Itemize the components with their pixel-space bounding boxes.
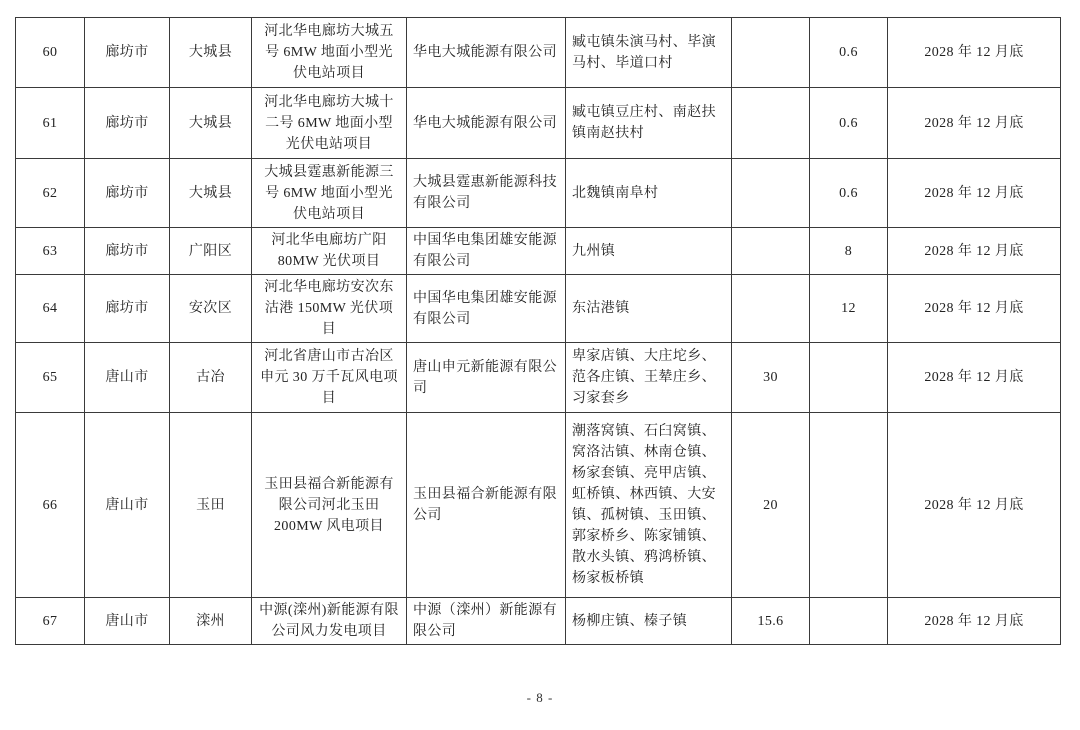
- cell-city: 唐山市: [85, 598, 170, 645]
- cell-project-name: 河北省唐山市古冶区申元 30 万千瓦风电项目: [252, 343, 407, 413]
- cell-company: 华电大城能源有限公司: [407, 18, 566, 88]
- cell-project-name: 玉田县福合新能源有限公司河北玉田 200MW 风电项目: [252, 413, 407, 598]
- cell-towns: 杨柳庄镇、榛子镇: [566, 598, 732, 645]
- cell-towns: 北魏镇南阜村: [566, 159, 732, 228]
- cell-row-number: 60: [16, 18, 85, 88]
- cell-wind-capacity: 15.6: [732, 598, 810, 645]
- cell-pv-capacity: [810, 343, 888, 413]
- cell-company: 中国华电集团雄安能源有限公司: [407, 275, 566, 343]
- cell-grid-date: 2028 年 12 月底: [888, 18, 1061, 88]
- cell-city: 廊坊市: [85, 18, 170, 88]
- table-row: [16, 598, 1061, 645]
- cell-project-name: 大城县霆惠新能源三号 6MW 地面小型光伏电站项目: [252, 159, 407, 228]
- cell-wind-capacity: [732, 88, 810, 159]
- cell-grid-date: 2028 年 12 月底: [888, 228, 1061, 275]
- cell-pv-capacity: 0.6: [810, 159, 888, 228]
- cell-county: 古冶: [170, 343, 252, 413]
- cell-row-number: 62: [16, 159, 85, 228]
- cell-company: 玉田县福合新能源有限公司: [407, 413, 566, 598]
- cell-row-number: 64: [16, 275, 85, 343]
- table-row: [16, 413, 1061, 598]
- cell-grid-date: 2028 年 12 月底: [888, 413, 1061, 598]
- cell-city: 唐山市: [85, 413, 170, 598]
- table-row: [16, 228, 1061, 275]
- cell-company: 中国华电集团雄安能源有限公司: [407, 228, 566, 275]
- cell-city: 廊坊市: [85, 228, 170, 275]
- projects-table: [15, 17, 1061, 645]
- cell-wind-capacity: 30: [732, 343, 810, 413]
- table-row: [16, 159, 1061, 228]
- cell-project-name: 中源(滦州)新能源有限公司风力发电项目: [252, 598, 407, 645]
- cell-pv-capacity: 0.6: [810, 88, 888, 159]
- cell-county: 安次区: [170, 275, 252, 343]
- cell-row-number: 66: [16, 413, 85, 598]
- cell-grid-date: 2028 年 12 月底: [888, 275, 1061, 343]
- table-row: [16, 343, 1061, 413]
- cell-row-number: 67: [16, 598, 85, 645]
- cell-city: 唐山市: [85, 343, 170, 413]
- cell-company: 唐山申元新能源有限公司: [407, 343, 566, 413]
- cell-pv-capacity: 8: [810, 228, 888, 275]
- cell-row-number: 63: [16, 228, 85, 275]
- cell-row-number: 61: [16, 88, 85, 159]
- cell-towns: 臧屯镇朱演马村、毕演马村、毕道口村: [566, 18, 732, 88]
- cell-county: 大城县: [170, 88, 252, 159]
- cell-wind-capacity: [732, 228, 810, 275]
- cell-towns: 潮落窝镇、石臼窝镇、窝洛沽镇、林南仓镇、杨家套镇、亮甲店镇、虹桥镇、林西镇、大安镇、孤树镇、玉田镇、郭家桥乡、陈家铺镇、散水头镇、鸦鸿桥镇、杨家板桥镇: [566, 413, 732, 598]
- cell-county: 广阳区: [170, 228, 252, 275]
- cell-wind-capacity: [732, 18, 810, 88]
- table-row: [16, 88, 1061, 159]
- cell-project-name: 河北华电廊坊大城十二号 6MW 地面小型光伏电站项目: [252, 88, 407, 159]
- cell-wind-capacity: 20: [732, 413, 810, 598]
- cell-project-name: 河北华电廊坊大城五号 6MW 地面小型光伏电站项目: [252, 18, 407, 88]
- cell-county: 大城县: [170, 159, 252, 228]
- cell-county: 玉田: [170, 413, 252, 598]
- cell-towns: 卑家店镇、大庄坨乡、范各庄镇、王辇庄乡、习家套乡: [566, 343, 732, 413]
- cell-wind-capacity: [732, 275, 810, 343]
- cell-city: 廊坊市: [85, 275, 170, 343]
- cell-pv-capacity: [810, 598, 888, 645]
- cell-wind-capacity: [732, 159, 810, 228]
- cell-grid-date: 2028 年 12 月底: [888, 598, 1061, 645]
- cell-towns: 东沽港镇: [566, 275, 732, 343]
- table-row: [16, 18, 1061, 88]
- cell-towns: 臧屯镇豆庄村、南赵扶镇南赵扶村: [566, 88, 732, 159]
- cell-company: 华电大城能源有限公司: [407, 88, 566, 159]
- cell-pv-capacity: 12: [810, 275, 888, 343]
- cell-grid-date: 2028 年 12 月底: [888, 88, 1061, 159]
- cell-grid-date: 2028 年 12 月底: [888, 343, 1061, 413]
- cell-company: 中源（滦州）新能源有限公司: [407, 598, 566, 645]
- cell-city: 廊坊市: [85, 88, 170, 159]
- cell-project-name: 河北华电廊坊广阳 80MW 光伏项目: [252, 228, 407, 275]
- page-number: - 8 -: [526, 690, 554, 705]
- table-row: [16, 275, 1061, 343]
- cell-project-name: 河北华电廊坊安次东沽港 150MW 光伏项目: [252, 275, 407, 343]
- cell-pv-capacity: 0.6: [810, 18, 888, 88]
- cell-county: 滦州: [170, 598, 252, 645]
- cell-row-number: 65: [16, 343, 85, 413]
- cell-company: 大城县霆惠新能源科技有限公司: [407, 159, 566, 228]
- cell-city: 廊坊市: [85, 159, 170, 228]
- cell-towns: 九州镇: [566, 228, 732, 275]
- cell-county: 大城县: [170, 18, 252, 88]
- cell-grid-date: 2028 年 12 月底: [888, 159, 1061, 228]
- cell-pv-capacity: [810, 413, 888, 598]
